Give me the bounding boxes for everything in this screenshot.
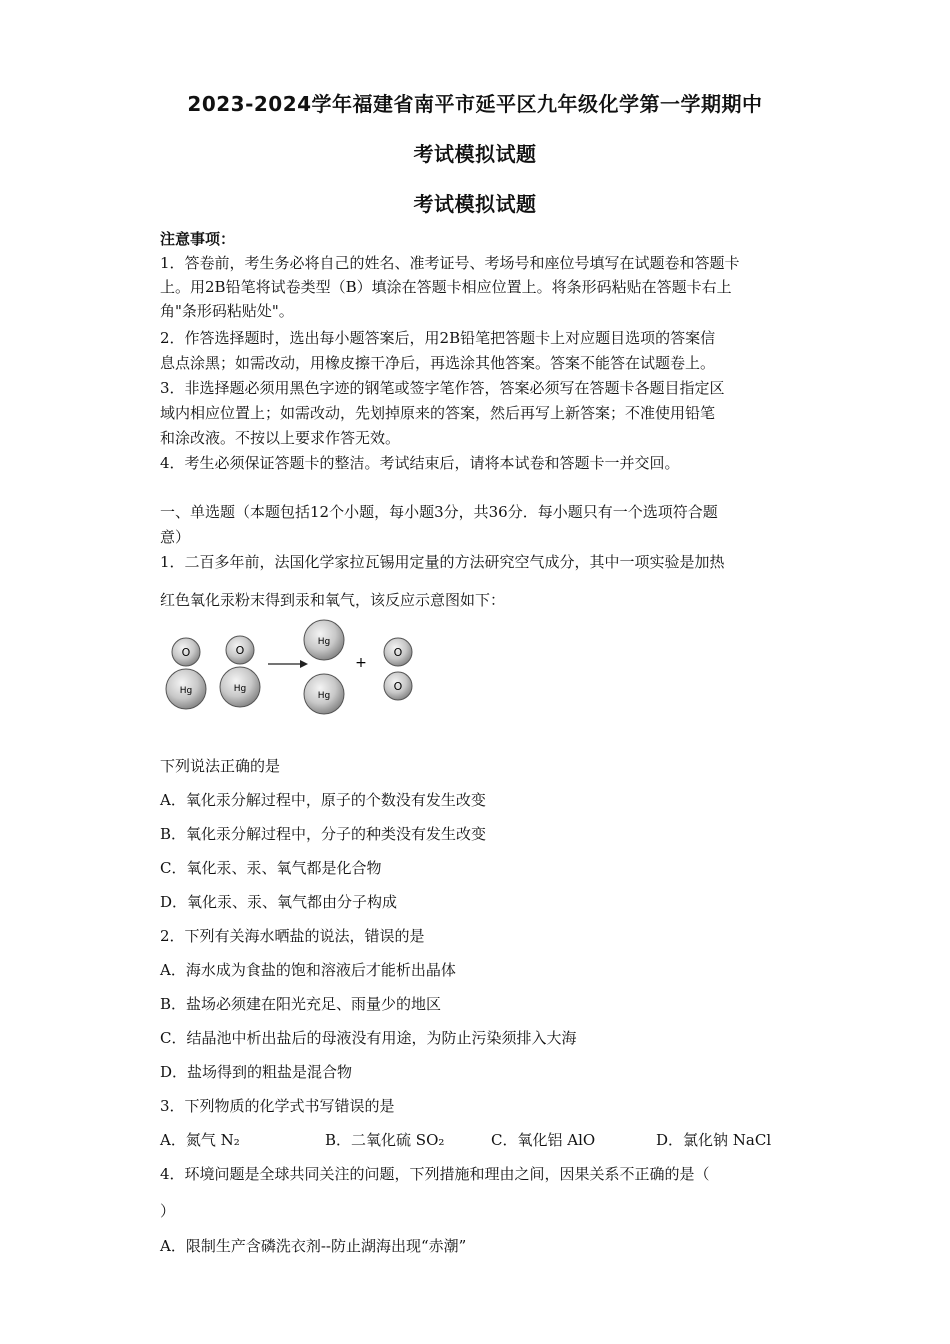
mercury-atom [304, 620, 344, 660]
question-2-option-d[interactable]: D．盐场得到的粗盐是混合物 [160, 1063, 353, 1081]
hgo-molecule [220, 636, 260, 707]
oxygen-atom-label: O [393, 646, 403, 659]
question-2-option-c[interactable]: C．结晶池中析出盐后的母液没有用途，为防止污染须排入大海 [160, 1029, 577, 1047]
exam-title-line-1: 2023-2024学年福建省南平市延平区九年级化学第一学期期中 [187, 92, 763, 116]
mercury-atom-label: Hg [317, 637, 331, 647]
notice-line: 4．考生必须保证答题卡的整洁。考试结束后，请将本试卷和答题卡一并交回。 [160, 454, 680, 472]
notice-line: 和涂改液。不按以上要求作答无效。 [160, 429, 401, 447]
notice-line: 域内相应位置上；如需改动，先划掉原来的答案，然后再写上新答案；不准使用铅笔 [160, 404, 716, 422]
section-heading-line-2: 意） [160, 528, 191, 546]
question-4-stem-line-2: ） [160, 1202, 176, 1220]
notice-line: 角"条形码粘贴处"。 [160, 302, 294, 320]
mercury-atom-label: Hg [233, 684, 247, 694]
question-3-stem: 3．下列物质的化学式书写错误的是 [160, 1097, 395, 1115]
exam-title-line-2: 考试模拟试题 [413, 142, 537, 166]
mercury-oxide-reaction-diagram [160, 618, 430, 722]
oxygen-atom-label: O [235, 644, 245, 657]
question-1-option-b[interactable]: B．氧化汞分解过程中，分子的种类没有发生改变 [160, 825, 487, 843]
oxygen-molecule [384, 638, 412, 700]
question-3-options [160, 1129, 800, 1149]
question-3-option-a[interactable]: A．氮气 N₂ [160, 1131, 240, 1149]
oxygen-atom-label: O [393, 680, 403, 693]
hgo-molecule [166, 638, 206, 709]
mercury-atom-label: Hg [179, 686, 193, 696]
question-2-stem: 2．下列有关海水晒盐的说法，错误的是 [160, 927, 425, 945]
notice-line: 2．作答选择题时，选出每小题答案后，用2B铅笔把答题卡上对应题目选项的答案信 [160, 329, 716, 347]
question-3-option-b[interactable]: B．二氧化硫 SO₂ [325, 1131, 445, 1149]
notice-heading: 注意事项： [160, 230, 236, 248]
notice-line: 息点涂黑；如需改动，用橡皮擦干净后，再选涂其他答案。答案不能答在试题卷上。 [160, 354, 716, 372]
question-1-stem-line-2: 红色氧化汞粉末得到汞和氧气，该反应示意图如下： [160, 591, 506, 609]
notice-line: 3．非选择题必须用黑色字迹的钢笔或签字笔作答，答案必须写在答题卡各题目指定区 [160, 379, 725, 397]
mercury-atom-label: Hg [317, 691, 331, 701]
question-3-option-c[interactable]: C．氧化铝 AlO [491, 1131, 596, 1149]
question-1-option-c[interactable]: C．氧化汞、汞、氧气都是化合物 [160, 859, 382, 877]
reaction-arrow-icon [268, 660, 308, 668]
question-2-option-a[interactable]: A．海水成为食盐的饱和溶液后才能析出晶体 [160, 961, 456, 979]
question-1-option-d[interactable]: D．氧化汞、汞、氧气都由分子构成 [160, 893, 398, 911]
question-3-option-d[interactable]: D．氯化钠 NaCl [656, 1131, 772, 1149]
question-2-option-b[interactable]: B．盐场必须建在阳光充足、雨量少的地区 [160, 995, 442, 1013]
question-1-stem-line-1: 1．二百多年前，法国化学家拉瓦锡用定量的方法研究空气成分，其中一项实验是加热 [160, 553, 725, 571]
notice-line: 上。用2B铅笔将试卷类型（B）填涂在答题卡相应位置上。将条形码粘贴在答题卡右上 [160, 278, 732, 296]
section-heading-line-1: 一、单选题（本题包括12个小题，每小题3分，共36分．每小题只有一个选项符合题 [160, 503, 718, 521]
mercury-atom [304, 674, 344, 714]
exam-subtitle: 考试模拟试题 [413, 192, 537, 216]
oxygen-atom-label: O [181, 646, 191, 659]
question-1-prompt: 下列说法正确的是 [160, 757, 281, 775]
question-1-option-a[interactable]: A．氧化汞分解过程中，原子的个数没有发生改变 [160, 791, 486, 809]
plus-sign: + [355, 655, 367, 671]
notice-line: 1．答卷前，考生务必将自己的姓名、准考证号、考场号和座位号填写在试题卷和答题卡 [160, 254, 740, 272]
question-4-option-a[interactable]: A．限制生产含磷洗衣剂--防止湖海出现“赤潮” [160, 1237, 467, 1255]
question-4-stem-line-1: 4．环境问题是全球共同关注的问题，下列措施和理由之间，因果关系不正确的是（ [160, 1165, 710, 1183]
